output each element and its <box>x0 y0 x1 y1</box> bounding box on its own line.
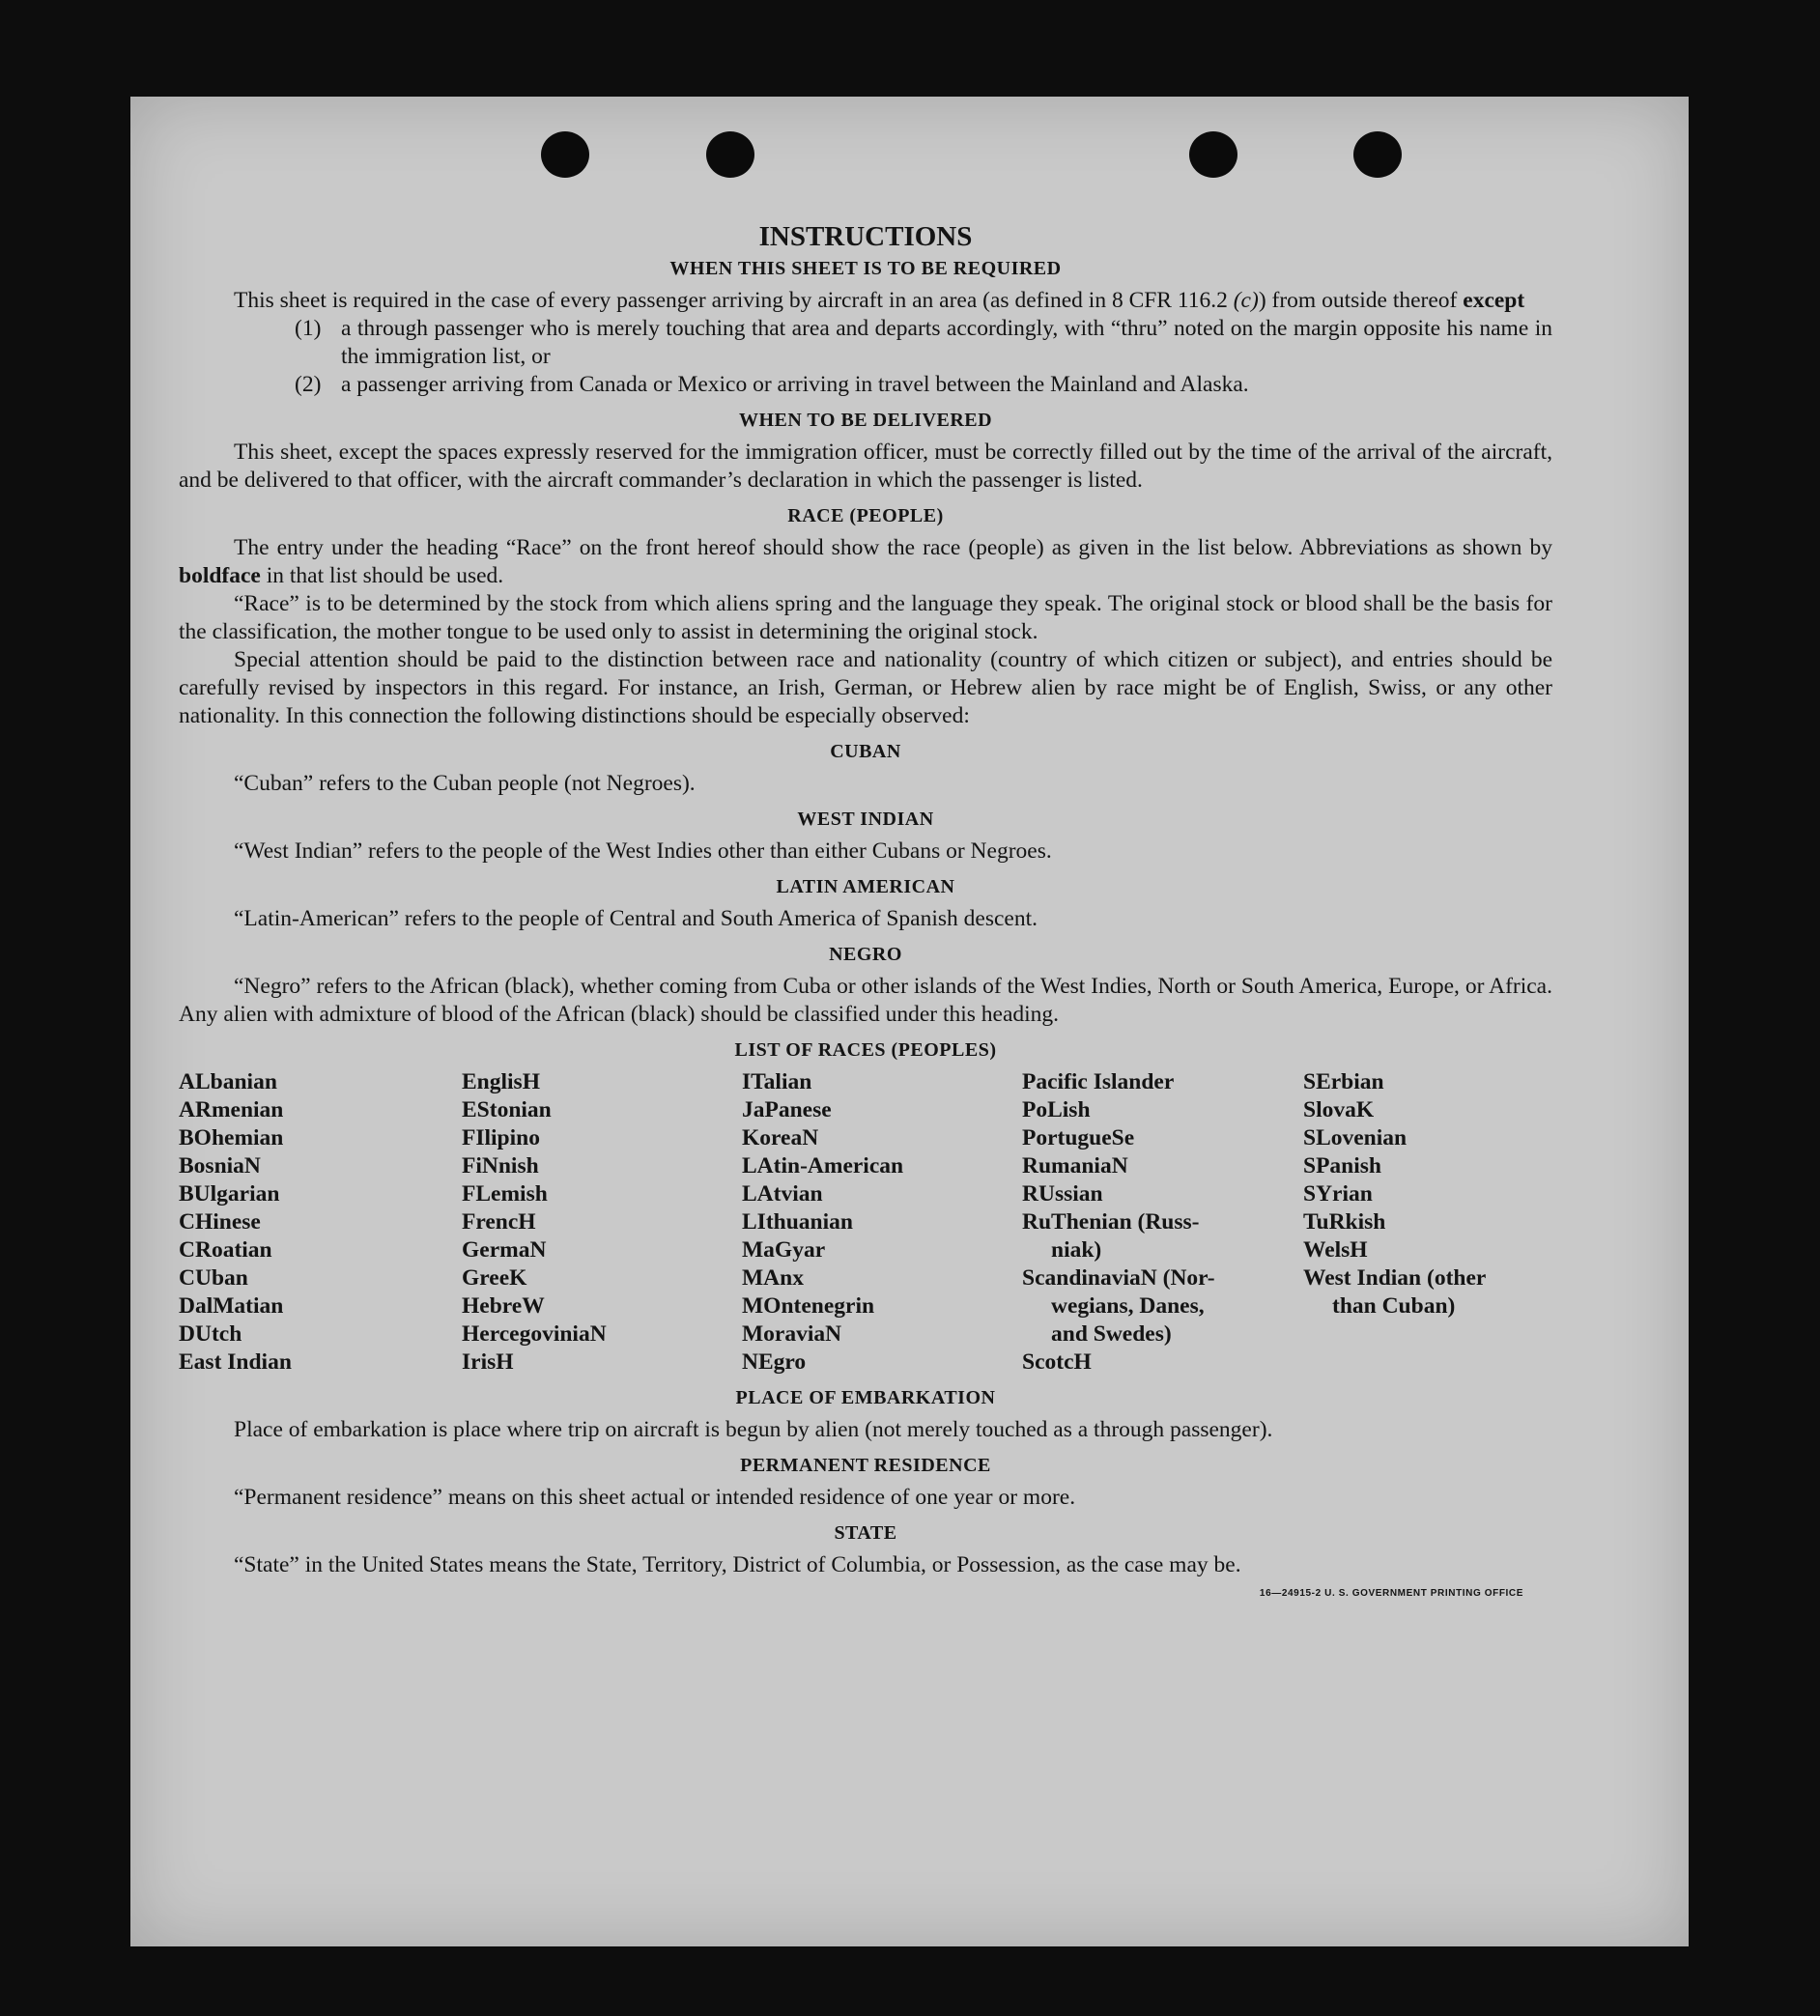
printing-office-imprint: 16—24915-2 U. S. GOVERNMENT PRINTING OFFICE <box>1259 1588 1523 1599</box>
embarkation-text: Place of embarkation is place where trip on aircraft is begun by alien (not merely touched as a through passenger). <box>234 1417 1273 1442</box>
race-entry: RUssian <box>1022 1181 1103 1207</box>
race-entry: BosniaN <box>179 1153 261 1178</box>
race-entry: FIlipino <box>462 1125 540 1150</box>
section-heading-cuban: CUBAN <box>830 741 901 762</box>
race-list <box>179 1068 1552 1377</box>
race-entry: NEgro <box>742 1349 807 1375</box>
race-entry: ITalian <box>742 1069 812 1094</box>
race-entry: GreeK <box>462 1265 527 1291</box>
race-paragraph-2: “Race” is to be determined by the stock from which aliens spring and the language they speak. The original stock or blood shall be the basis for the classification, the mother tongue to be used only to assist in determining the original stock. <box>179 591 1552 644</box>
permanent-residence-text: “Permanent residence” means on this sheet actual or intended residence of one year or more. <box>234 1485 1076 1510</box>
race-entry: HercegoviniaN <box>462 1321 607 1347</box>
section-heading-latin-american: LATIN AMERICAN <box>776 876 955 897</box>
race-column-5 <box>1303 1068 1552 1377</box>
race-entry: CUban <box>179 1265 248 1291</box>
race-entry: IrisH <box>462 1349 514 1375</box>
race-entry: ARmenian <box>179 1097 284 1122</box>
race-column-3 <box>742 1068 1022 1377</box>
exception-item-2: (2) a passenger arriving from Canada or Mexico or arriving in travel between the Mainland and Alaska. <box>295 372 1249 397</box>
race-entry: LAtvian <box>742 1181 823 1207</box>
section-heading-when-required: WHEN THIS SHEET IS TO BE REQUIRED <box>669 258 1062 279</box>
punch-hole <box>1353 131 1402 178</box>
race-entry-continuation: niak) <box>1051 1237 1102 1263</box>
punch-hole <box>541 131 589 178</box>
race-paragraph-3: Special attention should be paid to the distinction between race and nationality (country of which citizen or subject), and entries should be carefully revised by inspectors in this regard. For instance, an Irish, German, or Hebrew alien by race might be of English, Swiss, or any other nationality. In this connection the following distinctions should be especially observed: <box>179 647 1552 728</box>
negro-text: “Negro” refers to the African (black), whether coming from Cuba or other islands of the West Indies, North or South America, Europe, or Africa. Any alien with admixture of blood of the African (black) should be classified under this heading. <box>179 974 1552 1027</box>
race-entry: FrencH <box>462 1209 536 1235</box>
race-entry-continuation: and Swedes) <box>1051 1321 1172 1347</box>
when-delivered-text: This sheet, except the spaces expressly reserved for the immigration officer, must be correctly filled out by the time of the arrival of the aircraft, and be delivered to that officer, with the aircraft commander’s declaration in which the passenger is listed. <box>179 440 1552 493</box>
exception-item-1: (1) a through passenger who is merely touching that area and departs accordingly, with “thru” noted on the margin opposite his name in the immigration list, or <box>295 316 1552 369</box>
race-entry: HebreW <box>462 1293 545 1319</box>
race-entry: LIthuanian <box>742 1209 853 1235</box>
section-heading-embarkation: PLACE OF EMBARKATION <box>735 1387 996 1408</box>
race-entry: ScotcH <box>1022 1349 1092 1375</box>
race-entry: West Indian (other <box>1303 1265 1487 1291</box>
race-entry: LAtin-American <box>742 1153 904 1178</box>
race-entry: MaGyar <box>742 1237 826 1263</box>
race-entry-continuation: wegians, Danes, <box>1051 1293 1205 1319</box>
race-entry: GermaN <box>462 1237 547 1263</box>
race-entry: EnglisH <box>462 1069 540 1094</box>
race-column-4 <box>1022 1068 1303 1377</box>
state-text: “State” in the United States means the State, Territory, District of Columbia, or Possession, as the case may be. <box>234 1552 1241 1577</box>
page-title: INSTRUCTIONS <box>758 221 973 252</box>
race-entry: ALbanian <box>179 1069 277 1094</box>
section-heading-list-of-races: LIST OF RACES (PEOPLES) <box>734 1039 997 1061</box>
race-column-1 <box>179 1068 462 1377</box>
race-entry: MAnx <box>742 1265 804 1291</box>
race-entry: BUlgarian <box>179 1181 280 1207</box>
race-column-2 <box>462 1068 742 1377</box>
punch-hole <box>706 131 754 178</box>
section-heading-west-indian: WEST INDIAN <box>797 809 934 830</box>
section-heading-negro: NEGRO <box>829 944 902 965</box>
document-sheet <box>130 97 1689 1946</box>
race-entry: KoreaN <box>742 1125 819 1150</box>
race-entry: SYrian <box>1303 1181 1373 1207</box>
race-entry: EStonian <box>462 1097 552 1122</box>
west-indian-text: “West Indian” refers to the people of the West Indies other than either Cubans or Negroes. <box>234 838 1052 864</box>
race-entry: TuRkish <box>1303 1209 1386 1235</box>
latin-american-text: “Latin-American” refers to the people of Central and South America of Spanish descent. <box>234 906 1038 931</box>
race-entry-continuation: than Cuban) <box>1332 1293 1456 1319</box>
race-entry: RumaniaN <box>1022 1153 1128 1178</box>
race-entry: PoLish <box>1022 1097 1091 1122</box>
when-required-intro: This sheet is required in the case of every passenger arriving by aircraft in an area (as defined in 8 CFR 116.2 (c)) from outside thereof except <box>234 288 1525 313</box>
race-entry: JaPanese <box>742 1097 832 1122</box>
race-entry: CHinese <box>179 1209 261 1235</box>
race-entry: SlovaK <box>1303 1097 1375 1122</box>
section-heading-permanent-residence: PERMANENT RESIDENCE <box>740 1455 991 1476</box>
race-entry: PortugueSe <box>1022 1125 1135 1150</box>
punch-hole <box>1189 131 1237 178</box>
race-entry: ScandinaviaN (Nor- <box>1022 1265 1215 1291</box>
race-paragraph-1: The entry under the heading “Race” on the front hereof should show the race (people) as given in the list below. Abbreviations as shown by boldface in that list should be used. <box>179 535 1552 588</box>
race-entry: SPanish <box>1303 1153 1381 1178</box>
race-entry: MOntenegrin <box>742 1293 875 1319</box>
section-heading-state: STATE <box>834 1522 897 1544</box>
race-entry: BOhemian <box>179 1125 284 1150</box>
race-entry: FLemish <box>462 1181 548 1207</box>
section-heading-race: RACE (PEOPLE) <box>787 505 944 526</box>
cuban-text: “Cuban” refers to the Cuban people (not Negroes). <box>234 771 696 796</box>
race-entry: Pacific Islander <box>1022 1069 1175 1094</box>
footer <box>179 1579 1552 1607</box>
race-entry: SErbian <box>1303 1069 1384 1094</box>
race-entry: WelsH <box>1303 1237 1368 1263</box>
section-heading-when-delivered: WHEN TO BE DELIVERED <box>738 410 993 431</box>
race-entry: SLovenian <box>1303 1125 1408 1150</box>
race-entry: FiNnish <box>462 1153 539 1178</box>
race-entry: East Indian <box>179 1349 292 1375</box>
race-entry: CRoatian <box>179 1237 272 1263</box>
race-entry: DUtch <box>179 1321 242 1347</box>
race-entry: DalMatian <box>179 1293 284 1319</box>
race-entry: MoraviaN <box>742 1321 842 1347</box>
instructions-content <box>179 220 1552 1607</box>
race-entry: RuThenian (Russ- <box>1022 1209 1200 1235</box>
